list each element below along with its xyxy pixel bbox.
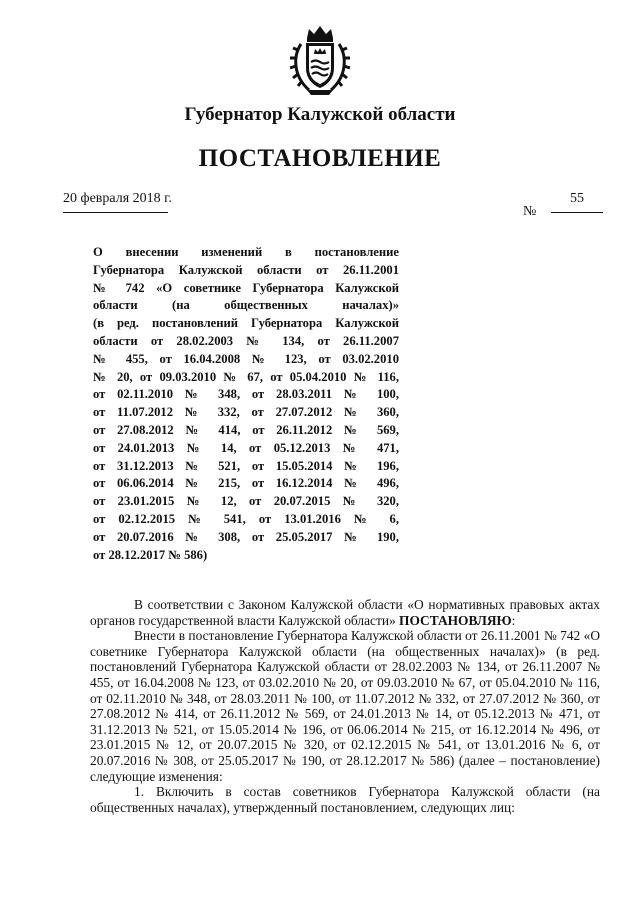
preamble-paragraph [90, 597, 600, 628]
title-line: от 11.07.2012 № 332, от 27.07.2012 № 360, [93, 405, 399, 420]
title-line: от 28.12.2017 № 586) [93, 547, 208, 562]
title-line: области от 28.02.2003 № 134, от 26.11.2007 [93, 333, 399, 348]
title-line: № 455, от 16.04.2008 № 123, от 03.02.2010 [93, 351, 399, 366]
issuing-authority: Губернатор Калужской области [184, 104, 456, 125]
number-underline [551, 212, 603, 213]
title-line: области (на общественных началах)» [93, 298, 399, 313]
document-type-heading: ПОСТАНОВЛЕНИЕ [198, 145, 442, 172]
title-line: от 02.12.2015 № 541, от 13.01.2016 № 6, [93, 511, 399, 526]
title-line: № 20, от 09.03.2010 № 67, от 05.04.2010 № 116, [93, 369, 399, 384]
item-1-paragraph: 1. Включить в состав советников Губернатора Калужской области (на общественных началах), утвержденный постановлением, следующих лиц: [90, 784, 600, 815]
title-line: О внесении изменений в постановление [93, 245, 399, 259]
date-underline [63, 212, 168, 213]
title-line: от 23.01.2015 № 12, от 20.07.2015 № 320, [93, 494, 399, 509]
number-sign: № [523, 204, 537, 219]
preamble-text: В соответствии с Законом Калужской области «О нормативных правовых актах органов государственной власти Калужской области» [90, 597, 600, 628]
resolution-word: ПОСТАНОВЛЯЮ [399, 612, 512, 628]
title-line: от 06.06.2014 № 215, от 16.12.2014 № 496, [93, 476, 399, 491]
title-line: от 20.07.2016 № 308, от 25.05.2017 № 190, [93, 529, 399, 544]
preamble-colon: : [511, 612, 516, 628]
document-number: 55 [570, 191, 584, 206]
document-title [93, 244, 399, 564]
title-line: от 02.11.2010 № 348, от 28.03.2011 № 100, [93, 387, 399, 402]
title-line: № 742 «О советнике Губернатора Калужской [93, 280, 399, 295]
title-line: Губернатора Калужской области от 26.11.2001 [93, 262, 399, 277]
document-date: 20 февраля 2018 г. [63, 191, 172, 206]
main-paragraph: Внести в постановление Губернатора Калужской области от 26.11.2001 № 742 «О советнике Губернатора Калужской области (на общественных началах)» (в ред. постановлений Губернатора Калужской области от 28.02.2003 № 134, от 26.11.2007 № 455, от 16.04.2008 № 123, от 03.02.2010 № 20, от 09.03.2010 № 67, от 05.04.2010 № 116, от 02.11.2010 № 348, от 28.03.2011 № 100, от 11.07.2012 № 332, от 27.07.2012 № 360, от 27.08.2012 № 414, от 26.11.2012 № 569, от 24.01.2013 № 14, от 05.12.2013 № 471, от 31.12.2013 № 521, от 15.05.2014 № 196, от 06.06.2014 № 215, от 16.12.2014 № 496, от 23.01.2015 № 12, от 20.07.2015 № 320, от 02.12.2015 № 541, от 13.01.2016 № 6, от 20.07.2016 № 308, от 25.05.2017 № 190, от 28.12.2017 № 586) (далее – постановление) следующие изменения: [90, 628, 600, 784]
title-line: от 24.01.2013 № 14, от 05.12.2013 № 471, [93, 440, 399, 455]
coat-of-arms-icon [287, 22, 353, 98]
title-line: от 31.12.2013 № 521, от 15.05.2014 № 196, [93, 458, 399, 473]
title-line: (в ред. постановлений Губернатора Калужской [93, 316, 399, 331]
title-line: от 27.08.2012 № 414, от 26.11.2012 № 569, [93, 422, 399, 437]
document-body [90, 597, 600, 815]
